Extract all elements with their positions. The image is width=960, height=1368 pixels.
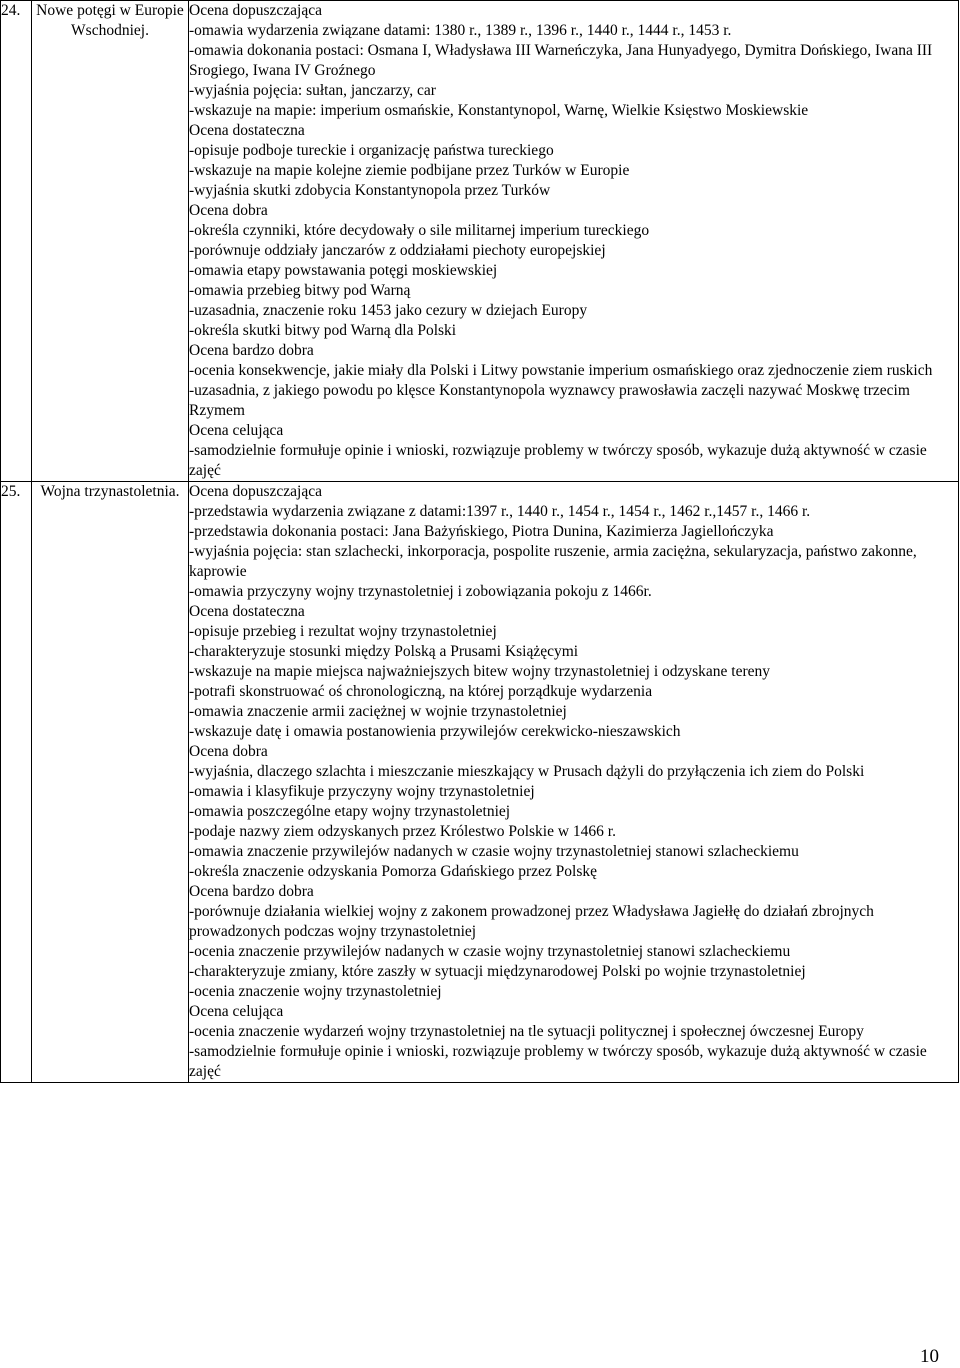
requirement-item: -porównuje oddziały janczarów z oddziałami piechoty europejskiej [189, 242, 606, 259]
grade-heading: Ocena dostateczna [189, 122, 305, 139]
grade-heading: Ocena dobra [189, 202, 268, 219]
requirement-item: -uzasadnia, z jakiego powodu po klęsce Konstantynopola wyznawcy prawosławia zaczęli nazywać Moskwę trzecim Rzymem [189, 382, 910, 419]
requirement-item: -omawia przebieg bitwy pod Warną [189, 282, 411, 299]
requirement-item: -ocenia konsekwencje, jakie miały dla Polski i Litwy powstanie imperium osmańskiego oraz zjednoczenie ziem ruskich [189, 362, 933, 379]
table-row [1, 1, 959, 482]
lesson-topic: Nowe potęgi w Europie Wschodniej. [32, 1, 189, 482]
requirement-item: -ocenia znaczenie wydarzeń wojny trzynastoletniej na tle sytuacji politycznej i społecznej ówczesnej Europy [189, 1023, 864, 1040]
requirement-item: -przedstawia dokonania postaci: Jana Bażyńskiego, Piotra Dunina, Kazimierza Jagiellończyka [189, 523, 774, 540]
requirement-item: -opisuje przebieg i rezultat wojny trzynastoletniej [189, 623, 497, 640]
grade-heading: Ocena celująca [189, 422, 284, 439]
grade-heading: Ocena dopuszczająca [189, 2, 322, 19]
requirement-item: -potrafi skonstruować oś chronologiczną, na której porządkuje wydarzenia [189, 683, 653, 700]
requirement-item: -określa skutki bitwy pod Warną dla Polski [189, 322, 457, 339]
requirement-item: -wskazuje na mapie: imperium osmańskie, Konstantynopol, Warnę, Wielkie Księstwo Moskiewskie [189, 102, 809, 119]
requirement-item: -wskazuje datę i omawia postanowienia przywilejów cerekwicko-nieszawskich [189, 723, 681, 740]
lesson-topic: Wojna trzynastoletnia. [32, 482, 189, 1083]
lesson-number: 24. [1, 1, 32, 482]
requirement-item: -omawia przyczyny wojny trzynastoletniej i zobowiązania pokoju z 1466r. [189, 583, 652, 600]
requirement-item: -podaje nazwy ziem odzyskanych przez Królestwo Polskie w 1466 r. [189, 823, 616, 840]
requirement-item: -omawia dokonania postaci: Osmana I, Władysława III Warneńczyka, Jana Hunyadyego, Dymitra Dońskiego, Iwana III Srogiego, Iwana IV Groźnego [189, 42, 933, 79]
requirement-item: -wskazuje na mapie miejsca najważniejszych bitew wojny trzynastoletniej i odzyskane tereny [189, 663, 771, 680]
lesson-number: 25. [1, 482, 32, 1083]
requirement-item: -omawia znaczenie przywilejów nadanych w czasie wojny trzynastoletniej stanowi szlacheckiemu [189, 843, 799, 860]
requirement-item: -omawia i klasyfikuje przyczyny wojny trzynastoletniej [189, 783, 535, 800]
grade-heading: Ocena bardzo dobra [189, 883, 314, 900]
requirement-item: -charakteryzuje zmiany, które zaszły w sytuacji międzynarodowej Polski po wojnie trzynastoletniej [189, 963, 806, 980]
table-body [1, 1, 959, 1083]
requirement-item: -wyjaśnia, dlaczego szlachta i mieszczanie mieszkający w Prusach dążyli do przyłączenia ich ziem do Polski [189, 763, 865, 780]
requirement-item: -ocenia znaczenie wojny trzynastoletniej [189, 983, 442, 1000]
requirement-item: -omawia etapy powstawania potęgi moskiewskiej [189, 262, 498, 279]
grade-heading: Ocena bardzo dobra [189, 342, 314, 359]
page-number: 10 [920, 1346, 939, 1367]
requirement-item: -wyjaśnia skutki zdobycia Konstantynopola przez Turków [189, 182, 551, 199]
grade-heading: Ocena dobra [189, 743, 268, 760]
requirement-item: -przedstawia wydarzenia związane z datami:1397 r., 1440 r., 1454 r., 1454 r., 1462 r.,1457 r., 1466 r. [189, 503, 811, 520]
requirement-item: -opisuje podboje tureckie i organizację państwa tureckiego [189, 142, 554, 159]
grade-heading: Ocena celująca [189, 1003, 284, 1020]
grade-heading: Ocena dopuszczająca [189, 483, 322, 500]
requirement-item: -ocenia znaczenie przywilejów nadanych w czasie wojny trzynastoletniej stanowi szlacheckiemu [189, 943, 791, 960]
requirement-item: -omawia poszczególne etapy wojny trzynastoletniej [189, 803, 511, 820]
requirement-item: -charakteryzuje stosunki między Polską a Prusami Książęcymi [189, 643, 579, 660]
requirements-cell [189, 1, 959, 482]
requirement-item: -wyjaśnia pojęcia: sułtan, janczarzy, car [189, 82, 436, 99]
table-row [1, 482, 959, 1083]
requirement-item: -samodzielnie formułuje opinie i wnioski, rozwiązuje problemy w twórczy sposób, wykazuje dużą aktywność w czasie zajęć [189, 442, 927, 479]
requirement-item: -porównuje działania wielkiej wojny z zakonem prowadzonej przez Władysława Jagiełłę do działań zbrojnych prowadzonych podczas wojny trzynastoletniej [189, 903, 874, 940]
requirement-item: -samodzielnie formułuje opinie i wnioski, rozwiązuje problemy w twórczy sposób, wykazuje dużą aktywność w czasie zajęć [189, 1043, 927, 1080]
requirement-item: -określa czynniki, które decydowały o sile militarnej imperium tureckiego [189, 222, 650, 239]
requirement-item: -wyjaśnia pojęcia: stan szlachecki, inkorporacja, pospolite ruszenie, armia zaciężna, sekularyzacja, państwo zakonne, kaprowie [189, 543, 917, 580]
requirement-item: -wskazuje na mapie kolejne ziemie podbijane przez Turków w Europie [189, 162, 630, 179]
requirements-cell [189, 482, 959, 1083]
requirement-item: -uzasadnia, znaczenie roku 1453 jako cezury w dziejach Europy [189, 302, 588, 319]
requirement-item: -określa znaczenie odzyskania Pomorza Gdańskiego przez Polskę [189, 863, 598, 880]
grade-heading: Ocena dostateczna [189, 603, 305, 620]
requirement-item: -omawia wydarzenia związane datami: 1380 r., 1389 r., 1396 r., 1440 r., 1444 r., 1453 r. [189, 22, 732, 39]
requirement-item: -omawia znaczenie armii zaciężnej w wojnie trzynastoletniej [189, 703, 567, 720]
